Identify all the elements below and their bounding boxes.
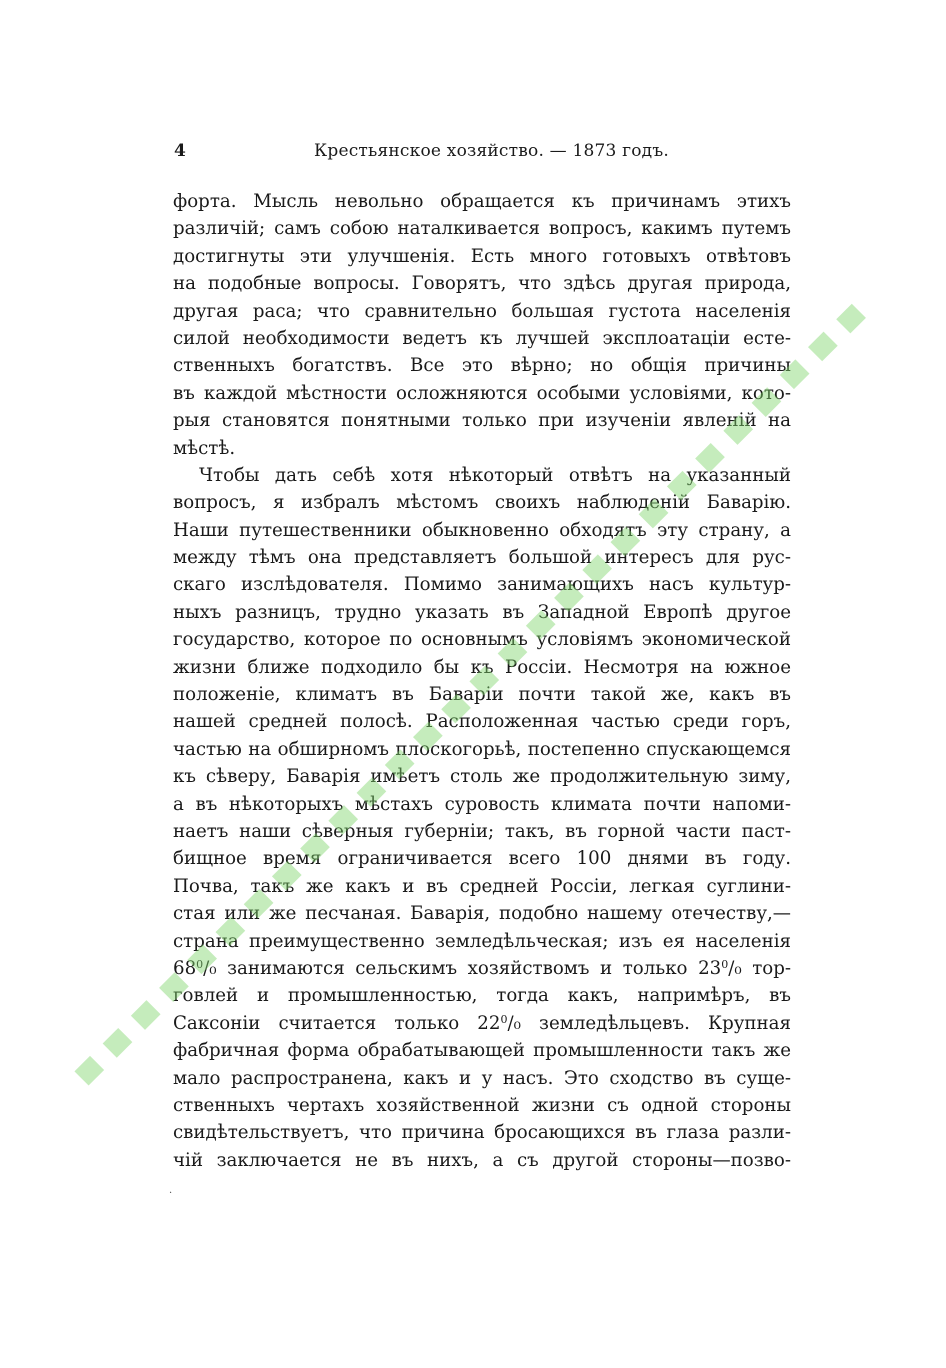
- text-line: [173, 243, 791, 270]
- text-run: скаго изслѣдователя. Помимо занимающихъ насъ культур-: [173, 574, 791, 596]
- text-run: бищное время ограничивается всего 100 днями въ году.: [173, 848, 791, 870]
- text-run: жизни ближе подходило бы къ Россіи. Несмотря на южное: [173, 656, 791, 678]
- text-line: [173, 1147, 791, 1174]
- text-line: [173, 1092, 791, 1119]
- text-line: [173, 407, 791, 434]
- text-run: государство, которое по основнымъ условіямъ экономической: [173, 629, 791, 651]
- text-run: /₀ занимаются сельскимъ хозяйствомъ и только 23: [203, 957, 722, 979]
- watermark-block: [74, 1056, 104, 1086]
- watermark-block: [808, 332, 838, 362]
- text-run: говлей и промышленностью, тогда какъ, напримѣръ, въ: [173, 985, 791, 1007]
- text-line: [173, 270, 791, 297]
- text-run: ственныхъ чертахъ хозяйственной жизни съ одной стороны: [173, 1094, 791, 1116]
- body-text: [173, 188, 791, 1174]
- text-line: [173, 626, 791, 653]
- text-line: [173, 571, 791, 598]
- text-line: [173, 654, 791, 681]
- running-head: Крестьянское хозяйство. — 1873 годъ.: [314, 141, 669, 161]
- text-line: [173, 489, 791, 516]
- text-line: [173, 873, 791, 900]
- text-run: страна преимущественно земледѣльческая; изъ ея населенія: [173, 930, 791, 952]
- text-line: [173, 380, 791, 407]
- text-line: [173, 708, 791, 735]
- text-line: [173, 462, 791, 489]
- text-run: Саксоніи считается только 22: [173, 1012, 501, 1034]
- text-run: стая или же песчаная. Баварія, подобно нашему отечеству,—: [173, 903, 791, 925]
- superscript: 0: [721, 957, 729, 971]
- text-run: между тѣмъ она представляетъ большой интересъ для рус-: [173, 547, 791, 569]
- text-line: [173, 599, 791, 626]
- text-run: ныхъ разницъ, трудно указать въ Западной Европѣ другое: [173, 601, 791, 623]
- text-run: Наши путешественники обыкновенно обходятъ эту страну, а: [173, 519, 791, 541]
- text-line: [173, 982, 791, 1009]
- text-line: [173, 818, 791, 845]
- text-line: [173, 352, 791, 379]
- text-line: [173, 435, 791, 462]
- text-run: 68: [173, 957, 197, 979]
- text-run: форта. Мысль невольно обращается къ причинамъ этихъ: [173, 191, 791, 212]
- text-run: различій; самъ собою наталкивается вопросъ, какимъ путемъ: [173, 218, 791, 240]
- text-line: [173, 188, 791, 215]
- text-run: на подобные вопросы. Говорятъ, что здѣсь другая природа,: [173, 273, 791, 295]
- text-line: [173, 955, 791, 982]
- text-run: рыя становятся понятными только при изученіи явленій на: [173, 410, 791, 432]
- text-line: [173, 544, 791, 571]
- page-header: [174, 137, 669, 165]
- text-run: /₀ тор-: [728, 957, 791, 979]
- text-run: Чтобы дать себѣ хотя нѣкоторый отвѣтъ на указанный: [199, 464, 791, 486]
- text-line: [173, 900, 791, 927]
- text-line: [173, 681, 791, 708]
- print-speck: ·: [169, 1188, 173, 1199]
- text-line: [173, 928, 791, 955]
- text-run: свидѣтельствуетъ, что причина бросающихся въ глаза разли-: [173, 1122, 791, 1144]
- text-run: фабричная форма обрабатывающей промышленности такъ же: [173, 1040, 791, 1062]
- text-run: нашей средней полосѣ. Расположенная частью среди горъ,: [173, 711, 791, 733]
- page-number: 4: [174, 141, 186, 161]
- text-run: наетъ наши сѣверныя губерніи; такъ, въ горной части паст-: [173, 820, 791, 842]
- superscript: 0: [196, 957, 204, 971]
- text-line: [173, 763, 791, 790]
- text-run: частью на обширномъ плоскогорьѣ, постепенно спускающемся: [173, 738, 791, 760]
- text-line: [173, 791, 791, 818]
- text-run: другая раса; что сравнительно большая густота населенія: [173, 300, 791, 322]
- superscript: 0: [500, 1012, 508, 1026]
- text-line: [173, 215, 791, 242]
- text-run: мѣстѣ.: [173, 437, 236, 459]
- watermark-block: [131, 1000, 161, 1030]
- text-run: положеніе, климатъ въ Баваріи почти такой же, какъ въ: [173, 684, 791, 706]
- text-line: [173, 736, 791, 763]
- text-run: мало распространена, какъ и у насъ. Это сходство въ суще-: [173, 1067, 791, 1089]
- text-run: достигнуты эти улучшенія. Есть много готовыхъ отвѣтовъ: [173, 245, 791, 267]
- text-run: ственныхъ богатствъ. Все это вѣрно; но общія причины: [173, 355, 791, 377]
- text-run: вопросъ, я избралъ мѣстомъ своихъ наблюденій Баварію.: [173, 492, 791, 514]
- text-line: [173, 1010, 791, 1037]
- text-line: [173, 1119, 791, 1146]
- text-line: [173, 845, 791, 872]
- text-line: [173, 298, 791, 325]
- text-line: [173, 1065, 791, 1092]
- text-run: въ каждой мѣстности осложняются особыми условіями, кото-: [173, 382, 791, 404]
- text-line: [173, 517, 791, 544]
- text-run: /₀ земледѣльцевъ. Крупная: [507, 1012, 791, 1034]
- text-line: [173, 325, 791, 352]
- text-run: силой необходимости ведетъ къ лучшей эксплоатаціи есте-: [173, 327, 791, 349]
- text-line: [173, 1037, 791, 1064]
- watermark-block: [103, 1028, 133, 1058]
- watermark-block: [836, 304, 866, 334]
- text-run: къ сѣверу, Баварія имѣетъ столь же продолжительную зиму,: [173, 766, 791, 788]
- text-run: а въ нѣкоторыхъ мѣстахъ суровость климата почти напоми-: [173, 793, 791, 815]
- text-run: Почва, такъ же какъ и въ средней Россіи, легкая суглини-: [173, 875, 791, 897]
- text-run: чій заключается не въ нихъ, а съ другой стороны—позво-: [173, 1149, 791, 1171]
